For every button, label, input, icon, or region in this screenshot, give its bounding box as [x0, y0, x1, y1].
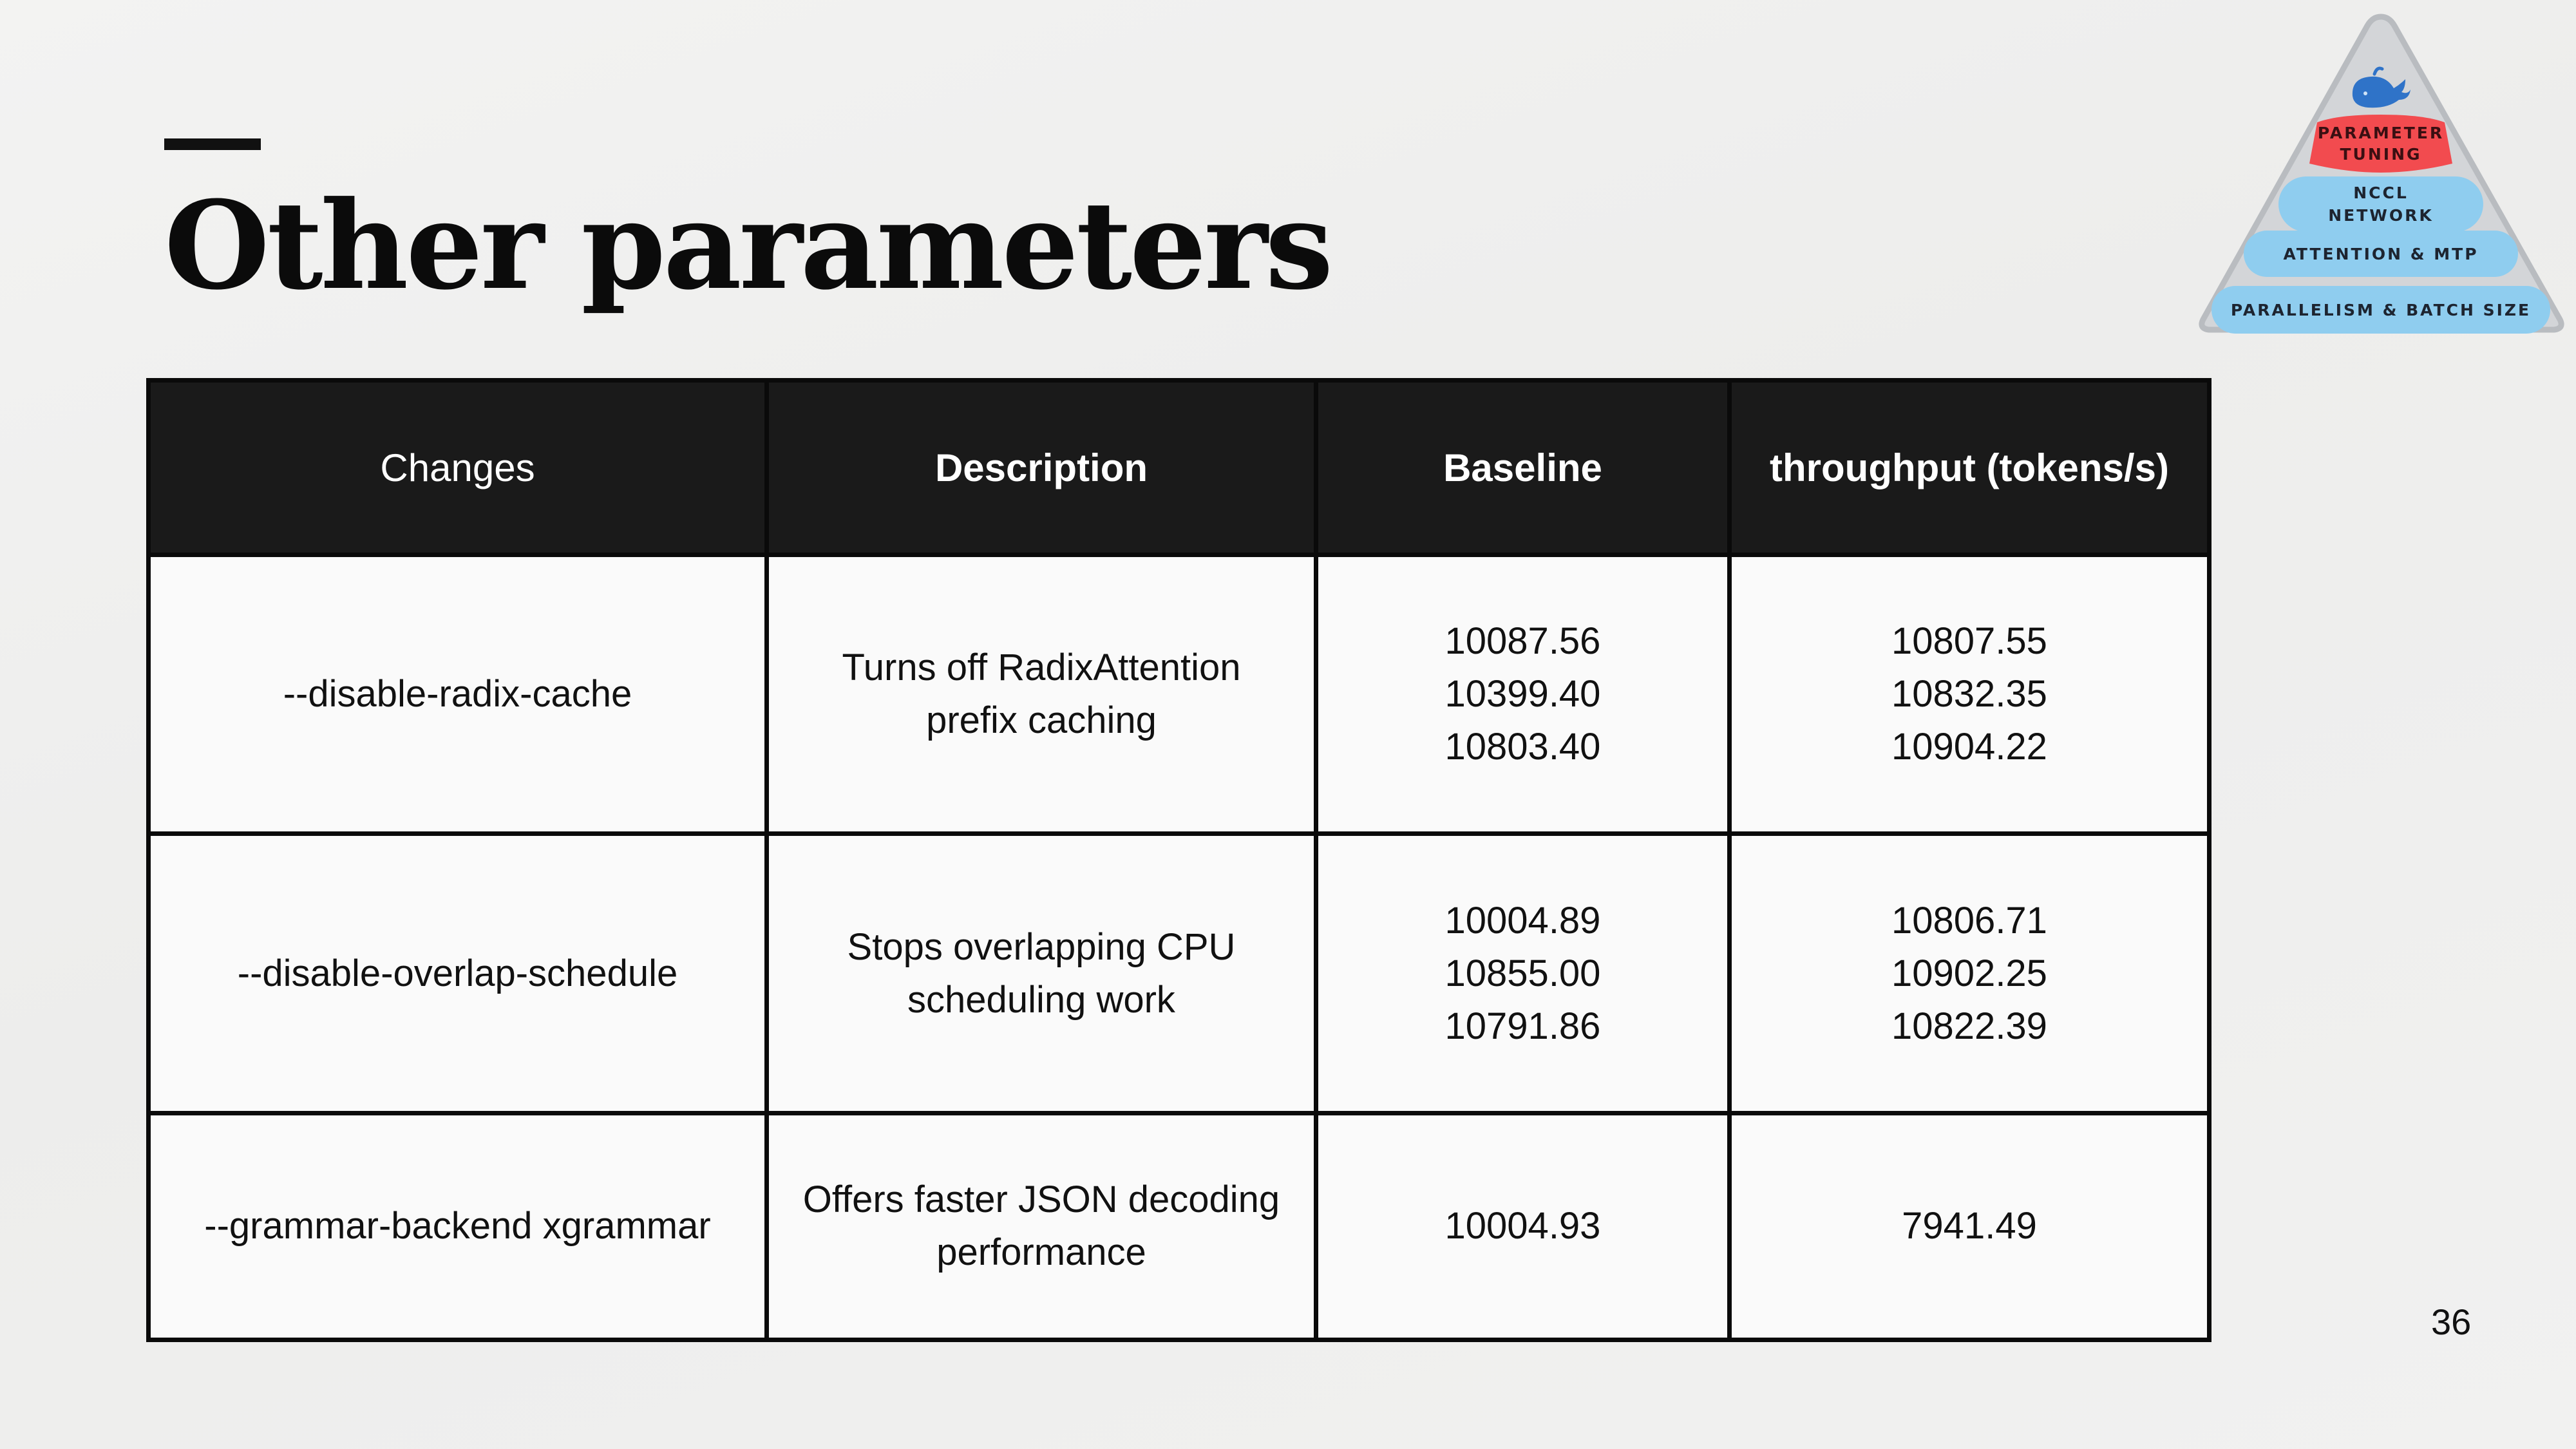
throughput-value: 10806.71 [1891, 899, 2047, 942]
cell-description: Turns off RadixAttention prefix caching [767, 555, 1316, 834]
page-number: 36 [2431, 1302, 2472, 1342]
cell-baseline [1316, 834, 1730, 1113]
baseline-value: 10855.00 [1444, 952, 1601, 994]
cell-throughput [1730, 555, 2210, 834]
table-row [149, 1113, 2210, 1340]
pyramid-outline [2202, 17, 2561, 330]
cell-change: --disable-radix-cache [149, 555, 767, 834]
cell-change: --grammar-backend xgrammar [149, 1113, 767, 1340]
slide-title: Other parameters [164, 175, 1331, 317]
parameters-table [146, 378, 2211, 1342]
throughput-value: 10822.39 [1891, 1005, 2047, 1047]
baseline-value: 10803.40 [1444, 726, 1601, 768]
baseline-value: 10791.86 [1444, 1005, 1601, 1047]
baseline-value: 10004.93 [1444, 1205, 1601, 1247]
header-description: Description [767, 381, 1316, 555]
cell-throughput [1730, 834, 2210, 1113]
cell-description: Offers faster JSON decoding performance [767, 1113, 1316, 1340]
pyramid-diagram [2196, 12, 2566, 340]
throughput-value: 10807.55 [1891, 620, 2047, 663]
header-throughput: throughput (tokens/s) [1730, 381, 2210, 555]
table-row [149, 834, 2210, 1113]
pyramid-level-1-line2: TUNING [2340, 145, 2422, 164]
baseline-value: 10087.56 [1444, 620, 1601, 663]
pyramid-level-2-line1: NCCL [2353, 184, 2409, 202]
pyramid-level-3-label: ATTENTION & MTP [2283, 245, 2479, 263]
cell-baseline [1316, 555, 1730, 834]
cell-baseline [1316, 1113, 1730, 1340]
header-baseline: Baseline [1316, 381, 1730, 555]
throughput-value: 7941.49 [1902, 1205, 2037, 1247]
cell-description: Stops overlapping CPU scheduling work [767, 834, 1316, 1113]
header-changes: Changes [149, 381, 767, 555]
cell-change: --disable-overlap-schedule [149, 834, 767, 1113]
throughput-value: 10902.25 [1891, 952, 2047, 994]
pyramid-svg [2196, 12, 2566, 340]
table-row [149, 555, 2210, 834]
baseline-value: 10399.40 [1444, 673, 1601, 715]
pyramid-level-4-label: PARALLELISM & BATCH SIZE [2230, 301, 2532, 319]
baseline-value: 10004.89 [1444, 899, 1601, 942]
throughput-value: 10832.35 [1891, 673, 2047, 715]
title-accent-bar [164, 138, 261, 150]
pyramid-level-2-line2: NETWORK [2328, 206, 2434, 225]
pyramid-level-1-line1: PARAMETER [2317, 124, 2445, 142]
cell-throughput [1730, 1113, 2210, 1340]
throughput-value: 10904.22 [1891, 726, 2047, 768]
table-header-row [149, 381, 2210, 555]
